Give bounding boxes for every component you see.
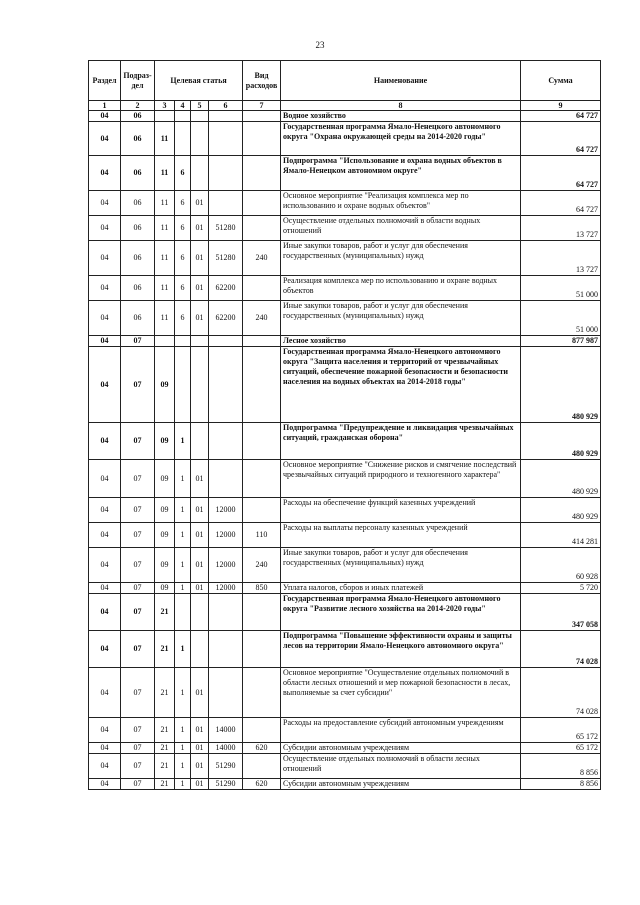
cell-sum: 65 172 bbox=[521, 718, 601, 743]
cell-event: 01 bbox=[191, 460, 209, 498]
cell-name: Субсидии автономным учреждениям bbox=[281, 779, 521, 790]
cell-subprogram: 6 bbox=[175, 191, 191, 216]
cell-expense-type: 850 bbox=[243, 583, 281, 594]
cell-subprogram: 1 bbox=[175, 423, 191, 460]
table-row bbox=[89, 216, 601, 241]
cell-section: 04 bbox=[89, 523, 121, 548]
cell-subsection: 06 bbox=[121, 122, 155, 156]
table-row bbox=[89, 779, 601, 790]
cell-section: 04 bbox=[89, 718, 121, 743]
cell-name: Субсидии автономным учреждениям bbox=[281, 743, 521, 754]
cell-event bbox=[191, 631, 209, 668]
cell-section: 04 bbox=[89, 460, 121, 498]
cell-expense-type bbox=[243, 460, 281, 498]
cell-section: 04 bbox=[89, 122, 121, 156]
cell-expense-type bbox=[243, 718, 281, 743]
cell-direction: 51290 bbox=[209, 754, 243, 779]
table-row bbox=[89, 548, 601, 583]
cell-program: 21 bbox=[155, 743, 175, 754]
cell-direction bbox=[209, 156, 243, 191]
header-sum: Сумма bbox=[521, 61, 601, 101]
cell-program: 21 bbox=[155, 754, 175, 779]
cell-program: 09 bbox=[155, 460, 175, 498]
cell-sum: 51 000 bbox=[521, 301, 601, 336]
cell-expense-type bbox=[243, 754, 281, 779]
cell-event bbox=[191, 336, 209, 347]
cell-event: 01 bbox=[191, 779, 209, 790]
cell-subprogram: 1 bbox=[175, 743, 191, 754]
cell-sum: 64 727 bbox=[521, 111, 601, 122]
cell-program bbox=[155, 111, 175, 122]
cell-direction bbox=[209, 594, 243, 631]
table-row bbox=[89, 631, 601, 668]
cell-name: Государственная программа Ямало-Ненецкого автономного округа "Защита населения и территорий от чрезвычайных ситуаций, обеспечение пожарной безопасности и безопасности населения на водных объектах на 2014-2018 годы" bbox=[281, 347, 521, 423]
cell-subsection: 07 bbox=[121, 523, 155, 548]
table-header-row bbox=[89, 61, 601, 101]
cell-direction: 14000 bbox=[209, 743, 243, 754]
cell-subprogram: 6 bbox=[175, 156, 191, 191]
cell-sum: 480 929 bbox=[521, 498, 601, 523]
cell-name: Подпрограмма "Предупреждение и ликвидация чрезвычайных ситуаций, гражданская оборона" bbox=[281, 423, 521, 460]
cell-expense-type bbox=[243, 276, 281, 301]
cell-program: 09 bbox=[155, 523, 175, 548]
cell-subprogram bbox=[175, 111, 191, 122]
table-row bbox=[89, 301, 601, 336]
cell-event: 01 bbox=[191, 718, 209, 743]
cell-sum: 64 727 bbox=[521, 122, 601, 156]
cell-subprogram bbox=[175, 336, 191, 347]
page-number: 23 bbox=[315, 40, 325, 50]
cell-program: 21 bbox=[155, 631, 175, 668]
cell-sum: 8 856 bbox=[521, 779, 601, 790]
cell-name: Осуществление отдельных полномочий в области водных отношений bbox=[281, 216, 521, 241]
header-target-article: Целевая статья bbox=[155, 61, 243, 101]
cell-section: 04 bbox=[89, 336, 121, 347]
cell-name: Государственная программа Ямало-Ненецкого автономного округа "Развитие лесного хозяйства на 2014-2020 годы" bbox=[281, 594, 521, 631]
cell-program: 11 bbox=[155, 276, 175, 301]
cell-subsection: 06 bbox=[121, 301, 155, 336]
table-row bbox=[89, 523, 601, 548]
cell-subsection: 07 bbox=[121, 743, 155, 754]
cell-section: 04 bbox=[89, 548, 121, 583]
cell-section: 04 bbox=[89, 276, 121, 301]
cell-subprogram: 6 bbox=[175, 276, 191, 301]
cell-event bbox=[191, 423, 209, 460]
cell-subsection: 06 bbox=[121, 276, 155, 301]
cell-subsection: 06 bbox=[121, 191, 155, 216]
cell-direction bbox=[209, 122, 243, 156]
cell-event: 01 bbox=[191, 754, 209, 779]
cell-subprogram: 6 bbox=[175, 301, 191, 336]
cell-name: Уплата налогов, сборов и иных платежей bbox=[281, 583, 521, 594]
header-expense-type: Вид расходов bbox=[243, 61, 281, 101]
cell-expense-type: 110 bbox=[243, 523, 281, 548]
cell-expense-type bbox=[243, 156, 281, 191]
cell-subprogram: 1 bbox=[175, 523, 191, 548]
cell-event: 01 bbox=[191, 241, 209, 276]
cell-direction: 51280 bbox=[209, 241, 243, 276]
cell-name: Осуществление отдельных полномочий в области лесных отношений bbox=[281, 754, 521, 779]
table-row bbox=[89, 347, 601, 423]
cell-subprogram bbox=[175, 594, 191, 631]
cell-program: 21 bbox=[155, 668, 175, 718]
table-row bbox=[89, 743, 601, 754]
cell-event: 01 bbox=[191, 276, 209, 301]
cell-expense-type bbox=[243, 191, 281, 216]
cell-sum: 480 929 bbox=[521, 460, 601, 498]
cell-name: Расходы на выплаты персоналу казенных учреждений bbox=[281, 523, 521, 548]
cell-direction: 51280 bbox=[209, 216, 243, 241]
cell-program: 09 bbox=[155, 498, 175, 523]
cell-expense-type: 240 bbox=[243, 548, 281, 583]
table-row bbox=[89, 460, 601, 498]
cell-program bbox=[155, 336, 175, 347]
cell-subprogram: 1 bbox=[175, 779, 191, 790]
table-row bbox=[89, 191, 601, 216]
cell-section: 04 bbox=[89, 216, 121, 241]
col-number: 9 bbox=[521, 101, 601, 111]
cell-sum: 347 058 bbox=[521, 594, 601, 631]
cell-subprogram: 1 bbox=[175, 631, 191, 668]
cell-program: 21 bbox=[155, 718, 175, 743]
table-row bbox=[89, 423, 601, 460]
cell-program: 09 bbox=[155, 347, 175, 423]
cell-section: 04 bbox=[89, 583, 121, 594]
cell-section: 04 bbox=[89, 241, 121, 276]
cell-name: Основное мероприятие "Реализация комплекса мер по использованию и охране водных объектов" bbox=[281, 191, 521, 216]
cell-sum: 13 727 bbox=[521, 216, 601, 241]
col-number: 8 bbox=[281, 101, 521, 111]
cell-section: 04 bbox=[89, 156, 121, 191]
cell-subsection: 07 bbox=[121, 498, 155, 523]
cell-direction bbox=[209, 347, 243, 423]
cell-name: Лесное хозяйство bbox=[281, 336, 521, 347]
cell-section: 04 bbox=[89, 754, 121, 779]
cell-subprogram: 1 bbox=[175, 583, 191, 594]
table-row bbox=[89, 336, 601, 347]
cell-name: Расходы на предоставление субсидий автономным учреждениям bbox=[281, 718, 521, 743]
col-number: 5 bbox=[191, 101, 209, 111]
cell-direction bbox=[209, 423, 243, 460]
table-row bbox=[89, 156, 601, 191]
cell-direction bbox=[209, 460, 243, 498]
cell-event bbox=[191, 347, 209, 423]
cell-event: 01 bbox=[191, 191, 209, 216]
cell-subsection: 06 bbox=[121, 111, 155, 122]
cell-expense-type bbox=[243, 111, 281, 122]
cell-program: 11 bbox=[155, 122, 175, 156]
cell-subsection: 07 bbox=[121, 583, 155, 594]
cell-subprogram: 1 bbox=[175, 754, 191, 779]
cell-section: 04 bbox=[89, 111, 121, 122]
cell-name: Основное мероприятие "Осуществление отдельных полномочий в области лесных отношений и мер пожарной безопасности в лесах, выполняемые за счет субсидии" bbox=[281, 668, 521, 718]
cell-expense-type bbox=[243, 668, 281, 718]
table-row bbox=[89, 668, 601, 718]
cell-subprogram: 1 bbox=[175, 668, 191, 718]
cell-direction: 12000 bbox=[209, 583, 243, 594]
cell-direction bbox=[209, 631, 243, 668]
cell-direction: 14000 bbox=[209, 718, 243, 743]
cell-subsection: 07 bbox=[121, 336, 155, 347]
table-row bbox=[89, 122, 601, 156]
cell-expense-type bbox=[243, 423, 281, 460]
cell-sum: 60 928 bbox=[521, 548, 601, 583]
table-row bbox=[89, 241, 601, 276]
cell-program: 11 bbox=[155, 241, 175, 276]
col-number: 6 bbox=[209, 101, 243, 111]
header-section: Раздел bbox=[89, 61, 121, 101]
cell-event: 01 bbox=[191, 498, 209, 523]
header-name: Наименование bbox=[281, 61, 521, 101]
cell-name: Расходы на обеспечение функций казенных учреждений bbox=[281, 498, 521, 523]
cell-expense-type: 240 bbox=[243, 241, 281, 276]
cell-expense-type bbox=[243, 498, 281, 523]
col-number: 2 bbox=[121, 101, 155, 111]
cell-sum: 51 000 bbox=[521, 276, 601, 301]
cell-subsection: 06 bbox=[121, 241, 155, 276]
cell-expense-type bbox=[243, 336, 281, 347]
cell-section: 04 bbox=[89, 594, 121, 631]
cell-subprogram: 1 bbox=[175, 718, 191, 743]
cell-subsection: 07 bbox=[121, 423, 155, 460]
cell-event bbox=[191, 156, 209, 191]
cell-expense-type: 620 bbox=[243, 743, 281, 754]
cell-program: 09 bbox=[155, 423, 175, 460]
cell-subsection: 07 bbox=[121, 460, 155, 498]
cell-section: 04 bbox=[89, 301, 121, 336]
cell-section: 04 bbox=[89, 779, 121, 790]
cell-event: 01 bbox=[191, 668, 209, 718]
cell-name: Основное мероприятие "Снижение рисков и смягчение последствий чрезвычайных ситуаций природного и техногенного характера" bbox=[281, 460, 521, 498]
cell-direction bbox=[209, 191, 243, 216]
cell-subprogram bbox=[175, 122, 191, 156]
cell-expense-type bbox=[243, 594, 281, 631]
cell-direction: 62200 bbox=[209, 301, 243, 336]
cell-sum: 64 727 bbox=[521, 156, 601, 191]
cell-direction bbox=[209, 111, 243, 122]
cell-event: 01 bbox=[191, 301, 209, 336]
cell-subprogram: 1 bbox=[175, 498, 191, 523]
cell-name: Подпрограмма "Использование и охрана водных объектов в Ямало-Ненецком автономном округе" bbox=[281, 156, 521, 191]
cell-expense-type bbox=[243, 122, 281, 156]
cell-name: Иные закупки товаров, работ и услуг для обеспечения государственных (муниципальных) нужд bbox=[281, 241, 521, 276]
cell-program: 09 bbox=[155, 583, 175, 594]
cell-sum: 877 987 bbox=[521, 336, 601, 347]
cell-subsection: 07 bbox=[121, 754, 155, 779]
cell-event: 01 bbox=[191, 548, 209, 583]
col-number: 3 bbox=[155, 101, 175, 111]
cell-name: Государственная программа Ямало-Ненецкого автономного округа "Охрана окружающей среды на 2014-2020 годы" bbox=[281, 122, 521, 156]
cell-subsection: 07 bbox=[121, 779, 155, 790]
table-row bbox=[89, 276, 601, 301]
cell-section: 04 bbox=[89, 498, 121, 523]
column-number-row bbox=[89, 101, 601, 111]
cell-program: 11 bbox=[155, 156, 175, 191]
cell-subprogram: 1 bbox=[175, 548, 191, 583]
cell-sum: 5 720 bbox=[521, 583, 601, 594]
cell-subsection: 07 bbox=[121, 668, 155, 718]
cell-program: 21 bbox=[155, 594, 175, 631]
cell-direction: 12000 bbox=[209, 548, 243, 583]
cell-subsection: 07 bbox=[121, 718, 155, 743]
cell-sum: 64 727 bbox=[521, 191, 601, 216]
table-row bbox=[89, 594, 601, 631]
cell-section: 04 bbox=[89, 743, 121, 754]
cell-event: 01 bbox=[191, 743, 209, 754]
cell-subprogram: 6 bbox=[175, 241, 191, 276]
cell-name: Подпрограмма "Повышение эффективности охраны и защиты лесов на территории Ямало-Ненецкого автономного округа" bbox=[281, 631, 521, 668]
cell-event bbox=[191, 594, 209, 631]
cell-name: Иные закупки товаров, работ и услуг для обеспечения государственных (муниципальных) нужд bbox=[281, 301, 521, 336]
cell-direction bbox=[209, 668, 243, 718]
cell-subsection: 07 bbox=[121, 594, 155, 631]
cell-expense-type bbox=[243, 631, 281, 668]
table-row bbox=[89, 583, 601, 594]
cell-event: 01 bbox=[191, 216, 209, 241]
cell-name: Иные закупки товаров, работ и услуг для обеспечения государственных (муниципальных) нужд bbox=[281, 548, 521, 583]
cell-section: 04 bbox=[89, 668, 121, 718]
cell-section: 04 bbox=[89, 423, 121, 460]
cell-subsection: 06 bbox=[121, 216, 155, 241]
cell-subprogram bbox=[175, 347, 191, 423]
col-number: 7 bbox=[243, 101, 281, 111]
cell-direction: 51290 bbox=[209, 779, 243, 790]
cell-subsection: 07 bbox=[121, 548, 155, 583]
cell-sum: 74 028 bbox=[521, 631, 601, 668]
cell-sum: 65 172 bbox=[521, 743, 601, 754]
cell-section: 04 bbox=[89, 347, 121, 423]
cell-name: Реализация комплекса мер по использованию и охране водных объектов bbox=[281, 276, 521, 301]
cell-subprogram: 6 bbox=[175, 216, 191, 241]
cell-event: 01 bbox=[191, 523, 209, 548]
cell-subsection: 07 bbox=[121, 631, 155, 668]
cell-direction: 12000 bbox=[209, 523, 243, 548]
cell-sum: 74 028 bbox=[521, 668, 601, 718]
cell-event: 01 bbox=[191, 583, 209, 594]
cell-direction bbox=[209, 336, 243, 347]
cell-program: 11 bbox=[155, 301, 175, 336]
table-row bbox=[89, 754, 601, 779]
cell-sum: 8 856 bbox=[521, 754, 601, 779]
cell-expense-type: 240 bbox=[243, 301, 281, 336]
col-number: 4 bbox=[175, 101, 191, 111]
cell-name: Водное хозяйство bbox=[281, 111, 521, 122]
cell-sum: 480 929 bbox=[521, 423, 601, 460]
header-subsection: Подраз-дел bbox=[121, 61, 155, 101]
cell-program: 21 bbox=[155, 779, 175, 790]
cell-section: 04 bbox=[89, 191, 121, 216]
cell-sum: 480 929 bbox=[521, 347, 601, 423]
cell-event bbox=[191, 111, 209, 122]
cell-sum: 414 281 bbox=[521, 523, 601, 548]
table-row bbox=[89, 111, 601, 122]
cell-subsection: 07 bbox=[121, 347, 155, 423]
cell-section: 04 bbox=[89, 631, 121, 668]
cell-event bbox=[191, 122, 209, 156]
cell-direction: 62200 bbox=[209, 276, 243, 301]
budget-table bbox=[88, 60, 601, 790]
cell-program: 11 bbox=[155, 216, 175, 241]
cell-expense-type bbox=[243, 347, 281, 423]
table-body bbox=[89, 111, 601, 790]
table-row bbox=[89, 718, 601, 743]
cell-expense-type bbox=[243, 216, 281, 241]
cell-direction: 12000 bbox=[209, 498, 243, 523]
table-row bbox=[89, 498, 601, 523]
col-number: 1 bbox=[89, 101, 121, 111]
cell-program: 09 bbox=[155, 548, 175, 583]
cell-subprogram: 1 bbox=[175, 460, 191, 498]
cell-program: 11 bbox=[155, 191, 175, 216]
cell-subsection: 06 bbox=[121, 156, 155, 191]
cell-sum: 13 727 bbox=[521, 241, 601, 276]
cell-expense-type: 620 bbox=[243, 779, 281, 790]
